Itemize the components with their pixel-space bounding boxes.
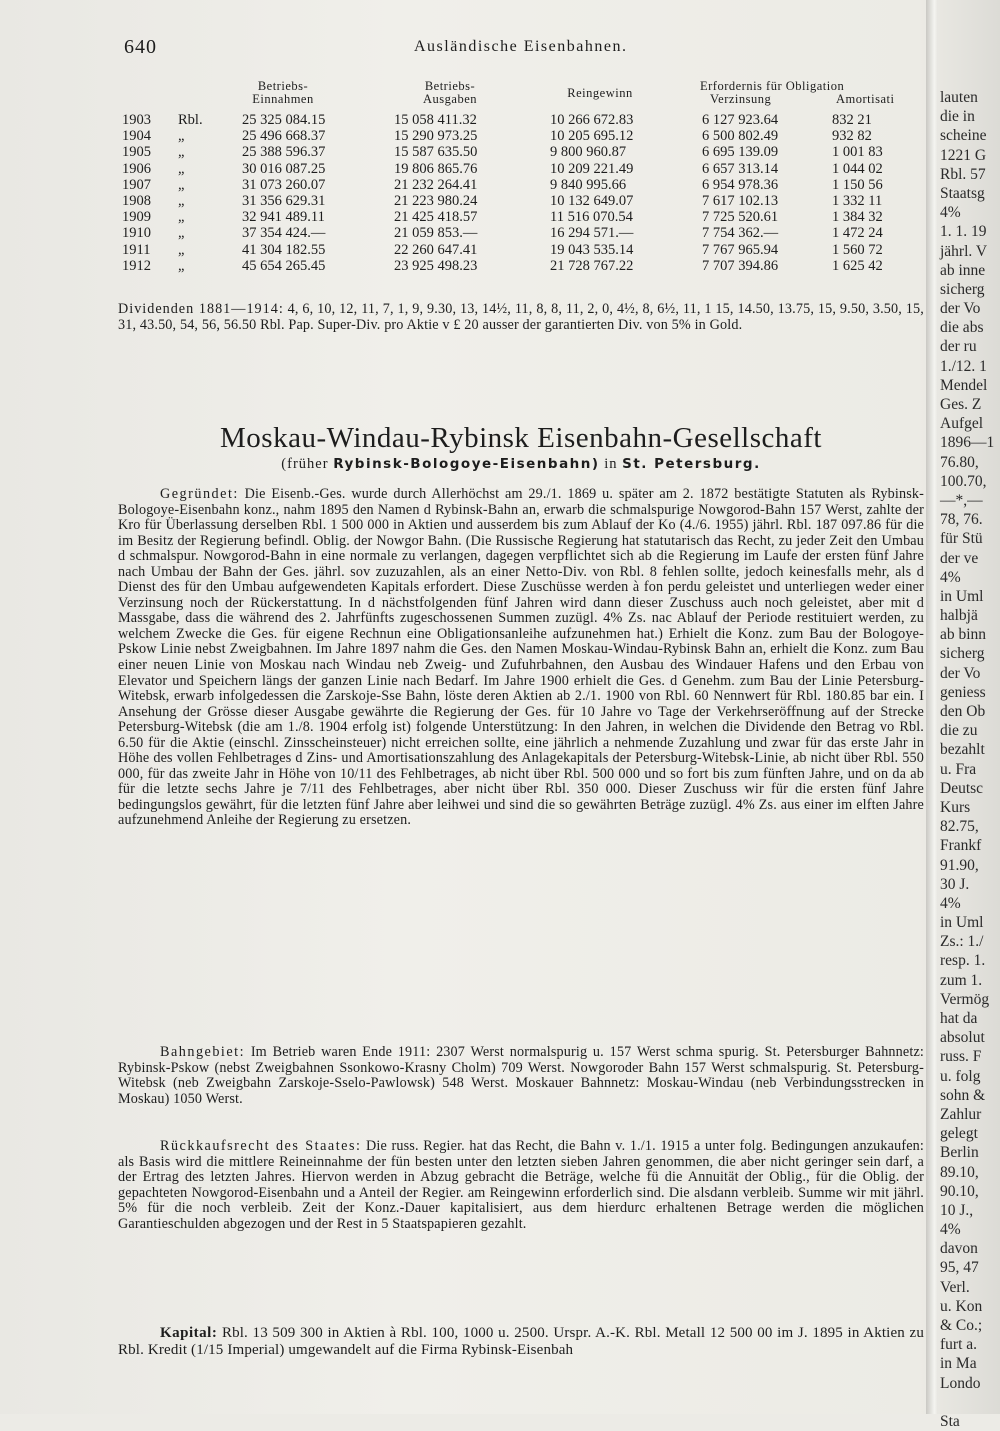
cell-verzinsung: 7 707 394.86 [702,257,779,274]
subtitle-in: in [604,456,618,472]
cell-verzinsung: 6 657 313.14 [702,160,779,177]
cell-year: 1906 [122,160,151,177]
cell-year: 1907 [122,176,151,193]
kapital-section [118,1325,924,1359]
bahngebiet-label: Bahngebiet: [160,1044,246,1060]
neighbor-line: u. Kon [940,1297,983,1315]
table-row [122,258,932,274]
neighbor-line [940,1393,1000,1412]
neighbor-line: 1./12. 1 [940,357,987,375]
cell-ausgaben: 15 290 973.25 [394,128,478,145]
cell-year: 1911 [122,241,151,258]
neighbor-line: —*,— [940,491,983,509]
cell-amortisation: 1 472 24 [832,225,883,242]
cell-reingewinn: 9 840 995.66 [550,176,627,193]
cell-ausgaben: 21 059 853.— [394,225,478,242]
bahngebiet-text: Im Betrieb waren Ende 1911: 2307 Werst normalspurig u. 157 Werst schma spurig. St. Petersburger Bahnnetz: Rybinsk-Pskow (nebst Zweigbahnen Ssonkowo-Krasny Cholm) 709 Werst. Nowgoroder Bahn 157 Werst schmalspurig. St. Petersburg-Witebsk (neb Zweigbahn Zarskoje-Sselo-Pawlowsk) 548 Werst. Moskauer Bahnnetz: Moskau-Windau (neb Verbindungsstrecken in Moskau) 1050 Werst. [118,1044,925,1107]
neighbor-line: Frankf [940,837,982,855]
cell-cur: „ [178,144,185,161]
cell-verzinsung: 7 767 965.94 [702,241,779,258]
neighbor-line: 90.10, [940,1182,979,1200]
cell-amortisation: 1 150 56 [832,176,883,193]
neighbor-line: lauten [940,89,978,106]
neighbor-line: 82.75, [940,818,979,836]
neighbor-line: die abs [940,319,984,337]
table-row [122,128,932,144]
neighbor-line: geniess [940,683,986,701]
neighbor-line: Staatsg [940,184,985,202]
neighbor-line: 95, 47 [940,1259,979,1277]
cell-cur: „ [178,176,185,193]
cell-amortisation: 1 625 42 [832,257,883,274]
neighbor-line: 4% [940,204,961,222]
neighbor-line: in Ma [940,1355,977,1373]
header-reingewinn-text: Reingewinn [567,86,633,100]
cell-amortisation: 1 384 32 [832,209,883,226]
neighbor-line: zum 1. [940,971,983,989]
cell-cur: „ [178,192,185,209]
neighbor-line: sicherg [940,645,985,663]
page-number: 640 [124,36,157,58]
neighbor-line: Zs.: 1./ [940,933,984,951]
neighbor-line: sohn & [940,1086,986,1104]
neighbor-line: der ru [940,338,977,356]
cell-einnahmen: 25 325 084.15 [242,112,326,128]
table-row [122,242,932,258]
cell-amortisation: 832 21 [832,112,872,128]
rueckkauf-section [118,1139,924,1232]
cell-reingewinn: 16 294 571.— [550,225,634,242]
kapital-text: Rbl. 13 509 300 in Aktien à Rbl. 100, 1000 u. 2500. Urspr. A.-K. Rbl. Metall 12 500 00 im J. 1895 in Aktien zu Rbl. Kredit (1/15 Imperial) umgewandelt auf die Firma Rybinsk-Eisenbah [118,1325,925,1358]
table-row [122,225,932,241]
neighbor-line: der ve [940,549,979,567]
table-row [122,112,932,128]
header-ausgaben [395,80,505,106]
neighbor-line: furt a. [940,1336,978,1354]
neighbor-line: für Stü [940,530,983,548]
cell-einnahmen: 32 941 489.11 [242,209,325,226]
neighbor-line: der Vo [940,664,981,682]
cell-ausgaben: 23 925 498.23 [394,257,478,274]
neighbor-line: Aufgel [940,415,984,433]
header-erfordernis [700,80,928,106]
neighbor-line: in Uml [940,914,984,932]
cell-cur: Rbl. [178,112,203,128]
neighbor-line: gelegt [940,1125,978,1143]
neighbor-line: 4% [940,1221,961,1239]
table-row [122,209,932,225]
neighbor-line: den Ob [940,703,986,720]
header-erfordernis-text: Erfordernis für Obligation [700,79,845,93]
header-verzinsung: Verzinsung [710,92,772,106]
cell-cur: „ [178,128,185,145]
neighbor-line: in Uml [940,587,984,605]
neighbor-line: resp. 1. [940,952,986,970]
neighbor-line: u. folg [940,1067,981,1085]
cell-reingewinn: 10 205 695.12 [550,128,634,145]
cell-verzinsung: 6 954 978.36 [702,176,779,193]
neighbor-line: ab inne [940,261,986,279]
page-gutter [926,0,938,1414]
neighbor-line: Verl. [940,1278,970,1296]
cell-verzinsung: 6 500 802.49 [702,128,779,145]
neighbor-line: u. Fra [940,760,977,778]
neighbor-line: 1. 1. 19 [940,223,987,241]
rueckkauf-label: Rückkaufsrecht des Staates: [160,1138,362,1154]
cell-year: 1905 [122,144,151,161]
subtitle-prefix: (früher [281,456,329,472]
cell-year: 1908 [122,192,151,209]
gegruendet-section [118,487,924,829]
rueckkauf-text: Die russ. Regier. hat das Recht, die Bahn v. 1./1. 1915 a unter folg. Bedingungen anzukaufen: als Basis wird die mittlere Reineinnahme der fün besten unter den letzten sieben Jahren genommen, die aber nicht geringer sein darf, a der Ertrag des letzten Jahres. Hiervon werden in Abzug gebracht die Beträge, welche fü die Annuität der Oblig., für die Oblig. der gepachteten Nowgorod-Eisenbahn und a Anteil der Regier. am Reingewinn erforderlich sind. Die alsdann verbleib. Summe wir mit jährl. 5% für die noch verbleib. Zeit der Konz.-Dauer kapitalisiert, aus dem hierdurc erhaltenen Betrage werden die möglichen Garantieschulden abgezogen und der Rest in 5 Staatspapieren gezahlt. [118,1138,925,1232]
neighbor-line: Sta [940,1412,960,1430]
neighbor-line: Vermög [940,990,990,1008]
cell-year: 1909 [122,209,151,226]
kapital-label: Kapital: [160,1325,218,1341]
neighbor-line: 76.80, [940,453,979,471]
cell-cur: „ [178,209,185,226]
neighbor-page-column [940,88,1000,1430]
running-title: Ausländische Eisenbahnen. [414,38,628,55]
cell-amortisation: 1 332 11 [832,192,883,209]
cell-einnahmen: 31 073 260.07 [242,176,326,193]
cell-verzinsung: 6 695 139.09 [702,144,779,161]
cell-reingewinn: 10 209 221.49 [550,160,634,177]
cell-reingewinn: 10 266 672.83 [550,112,634,128]
cell-ausgaben: 15 058 411.32 [394,112,477,128]
cell-verzinsung: 7 617 102.13 [702,192,779,209]
cell-amortisation: 1 560 72 [832,241,883,258]
dividends-label: Dividenden 1881—1914: [118,301,284,317]
neighbor-line: 10 J., [940,1201,974,1219]
neighbor-line: 1896—1 [940,434,995,452]
cell-ausgaben: 21 223 980.24 [394,192,478,209]
header-einnahmen-line1: Betriebs- [257,79,309,93]
table-row [122,161,932,177]
cell-reingewinn: 11 516 070.54 [550,209,633,226]
cell-einnahmen: 25 388 596.37 [242,144,326,161]
cell-einnahmen: 31 356 629.31 [242,192,326,209]
neighbor-line: jährl. V [940,242,988,260]
header-einnahmen-line2: Einnahmen [252,92,314,106]
neighbor-line: Londo [940,1374,981,1392]
neighbor-line: 4% [940,894,961,912]
subtitle-former-name: Rybinsk-Bologoye-Eisenbahn) [333,456,600,472]
cell-cur: „ [178,225,185,242]
neighbor-line: 89.10, [940,1163,979,1181]
company-subtitle [118,456,924,473]
header-reingewinn [540,87,660,100]
cell-einnahmen: 25 496 668.37 [242,128,326,145]
cell-reingewinn: 10 132 649.07 [550,192,634,209]
neighbor-line: 78, 76. [940,511,983,529]
cell-amortisation: 1 044 02 [832,160,883,177]
neighbor-line: hat da [940,1010,978,1027]
cell-cur: „ [178,257,185,274]
neighbor-line: ab binn [940,626,987,644]
cell-verzinsung: 6 127 923.64 [702,112,779,128]
cell-ausgaben: 21 425 418.57 [394,209,478,226]
neighbor-line: sicherg [940,280,985,298]
neighbor-line: die zu [940,722,978,740]
gegruendet-text: Die Eisenb.-Ges. wurde durch Allerhöchst am 29./1. 1869 u. später am 2. 1872 bestätigte Statuten als Rybinsk-Bologoye-Eisenbahn konz., nahm 1895 den Namen d Rybinsk-Bahn an, erwarb die schmalspurige Nowgorod-Bahn 157 Werst, zahlte der Kro für Überlassung derselben Rbl. 1 500 000 in Aktien und ausserdem bis zum Ablauf der Ko (4./6. 1955) jährl. Rbl. 187 097.86 für die im Besitz der Regierung befindl. Oblig. der Nowgor Bahn. (Die Russische Regierung hat statutarisch das Recht, zu jeder Zeit den Umbau d schmalspur. Nowgorod-Bahn in eine normale zu verlangen, dagegen verpflichtet sich ab die Regierung im Laufe der ersten fünf Jahre nach Umbau der Bahn der Ges. jährl. sov zuzuzahlen, als an einer Netto-Div. von Rbl. 8 fehlen sollte, jedoch keinesfalls mehr, als d Dienst des für den Umbau aufgewendeten Kapitals erfordert. Diese Zuschüsse werden à fon perdu geleistet und unterliegen weder einer Verzinsung noch der Rückerstattung. In d nächstfolgenden fünf Jahren wird dann dieser Zuschuss auch noch geleistet, aber mit d Massgabe, dass die während des 2. Jahrfünfts zugeschossenen Summen zuzügl. 4% Zs. nac Ablauf der Periode restituiert werden, zu welchem Zwecke die Ges. für eigene Rechnun eine Obligationsanleihe aufzunehmen hat.) Erhielt die Konz. zum Bau der Bologoye-Pskow Linie nebst Zweigbahnen. Im Jahre 1897 nahm die Ges. den Namen Moskau-Windau-Rybinsk Bahn an, erhielt die Konz. zum Bau einer neuen Linie von Moskau nach Windau neb Zweig- und Zufuhrbahnen, den Ausbau des Windauer Hafens und den Erbau von Elevator und Speichern längs der ganzen Linie nach Bedarf. Im Jahre 1900 erhielt die Ges. d Genehm. zum Bau der Linie Petersburg-Witebsk, erwarb infolgedessen die Zarskoje-Sse Bahn, löste deren Aktien ab 2./1. 1900 von Rbl. 60 Nennwert für Rbl. 180.85 bar ein. I Ansehung der Grösse dieser Ausgabe gewährte die Regierung der Ges. für 10 Jahre vo Tage der Verkehrseröffnung auf der Strecke Petersburg-Witebsk (die am 1./8. 1904 erfolg ist) folgende Unterstützung: In den Jahren, in welchen die Dividende den Betrag vo Rbl. 6.50 für die Aktie (einschl. Zinsscheinsteuer) nicht erreichen sollte, eine jährlich a nehmende Zuzahlung und zwar für das erste Jahr in Höhe des vollen Fehlbetrages d Zins- und Amortisationszahlung des Anlagekapitals der Petersburg-Witebsk-Linie, ab nicht über Rbl. 550 000, für das zweite Jahr in Höhe von 10/11 des Fehlbetrages, ab nicht über Rbl. 500 000 und so fort bis zum fünften Jahre, und on da ab für die letzte sechs Jahre je 7/11 des Fehlbetrages, aber nicht über Rbl. 350 000. Dieser Zuschuss wir für die ersten fünf Jahre bedingungslos gewährt, für die letzten fünf Jahre aber leihwei und sind die so gewährten Beträge zuzügl. 4% Zs. aus einer im elften Jahre aufzunehmend Anleihe der Regierung zu ersetzen. [118,486,925,829]
cell-year: 1904 [122,128,151,145]
neighbor-line: Rbl. 57 [940,165,986,183]
dividends-text: 4, 6, 10, 12, 11, 7, 1, 9, 9.30, 13, 14½, 11, 8, 8, 11, 2, 0, 4½, 8, 6½, 11, 1 15, 14.50, 13.75, 15, 9.50, 3.50, 15, 31, 43.50, 54, 56, 56.50 Rbl. Pap. Super-Div. pro Aktie v £ 20 ausser der garantierten Div. von 5% in Gold. [118,301,924,333]
gegruendet-label: Gegründet: [160,486,239,502]
header-amortisation: Amortisati [836,92,895,106]
cell-amortisation: 1 001 83 [832,144,883,161]
neighbor-line: Berlin [940,1144,979,1162]
neighbor-line: scheine [940,127,987,145]
subtitle-city: St. Petersburg. [622,456,761,472]
neighbor-line: Mendel [940,376,988,394]
cell-year: 1912 [122,257,151,274]
neighbor-line: Kurs [940,798,971,816]
cell-amortisation: 932 82 [832,128,872,145]
cell-ausgaben: 15 587 635.50 [394,144,478,161]
cell-cur: „ [178,241,185,258]
cell-verzinsung: 7 725 520.61 [702,209,779,226]
page-header [124,36,924,62]
cell-reingewinn: 9 800 960.87 [550,144,627,161]
cell-year: 1910 [122,225,151,242]
header-ausgaben-line1: Betriebs- [424,79,476,93]
neighbor-line: 91.90, [940,856,979,874]
neighbor-line: bezahlt [940,741,985,759]
bahngebiet-section [118,1045,924,1107]
company-title: Moskau-Windau-Rybinsk Eisenbahn-Gesellschaft [220,422,822,454]
neighbor-line: der Vo [940,300,981,318]
neighbor-line: absolut [940,1029,985,1047]
cell-year: 1903 [122,112,151,128]
neighbor-line: 100.70, [940,472,987,490]
cell-cur: „ [178,160,185,177]
table-row [122,177,932,193]
cell-ausgaben: 22 260 647.41 [394,241,478,258]
neighbor-line: 4% [940,568,961,586]
cell-reingewinn: 21 728 767.22 [550,257,634,274]
financial-table [122,112,932,274]
cell-ausgaben: 19 806 865.76 [394,160,478,177]
neighbor-line: halbjä [940,607,978,625]
neighbor-line: 30 J. [940,875,970,893]
header-ausgaben-line2: Ausgaben [423,92,477,106]
neighbor-line: 1221 G [940,146,987,164]
dividends-paragraph [118,302,924,333]
neighbor-line: Ges. Z [940,396,982,413]
neighbor-line: & Co.; [940,1317,983,1334]
cell-ausgaben: 21 232 264.41 [394,176,478,193]
neighbor-line: Deutsc [940,779,984,797]
table-row [122,144,932,160]
header-einnahmen [228,80,338,106]
cell-einnahmen: 41 304 182.55 [242,241,326,258]
neighbor-line: russ. F [940,1048,982,1066]
table-row [122,193,932,209]
neighbor-line: die in [940,108,975,126]
cell-einnahmen: 37 354 424.— [242,225,326,242]
cell-reingewinn: 19 043 535.14 [550,241,634,258]
cell-einnahmen: 45 654 265.45 [242,257,326,274]
cell-einnahmen: 30 016 087.25 [242,160,326,177]
neighbor-line: davon [940,1240,978,1258]
neighbor-line: Zahlur [940,1105,982,1123]
cell-verzinsung: 7 754 362.— [702,225,779,242]
